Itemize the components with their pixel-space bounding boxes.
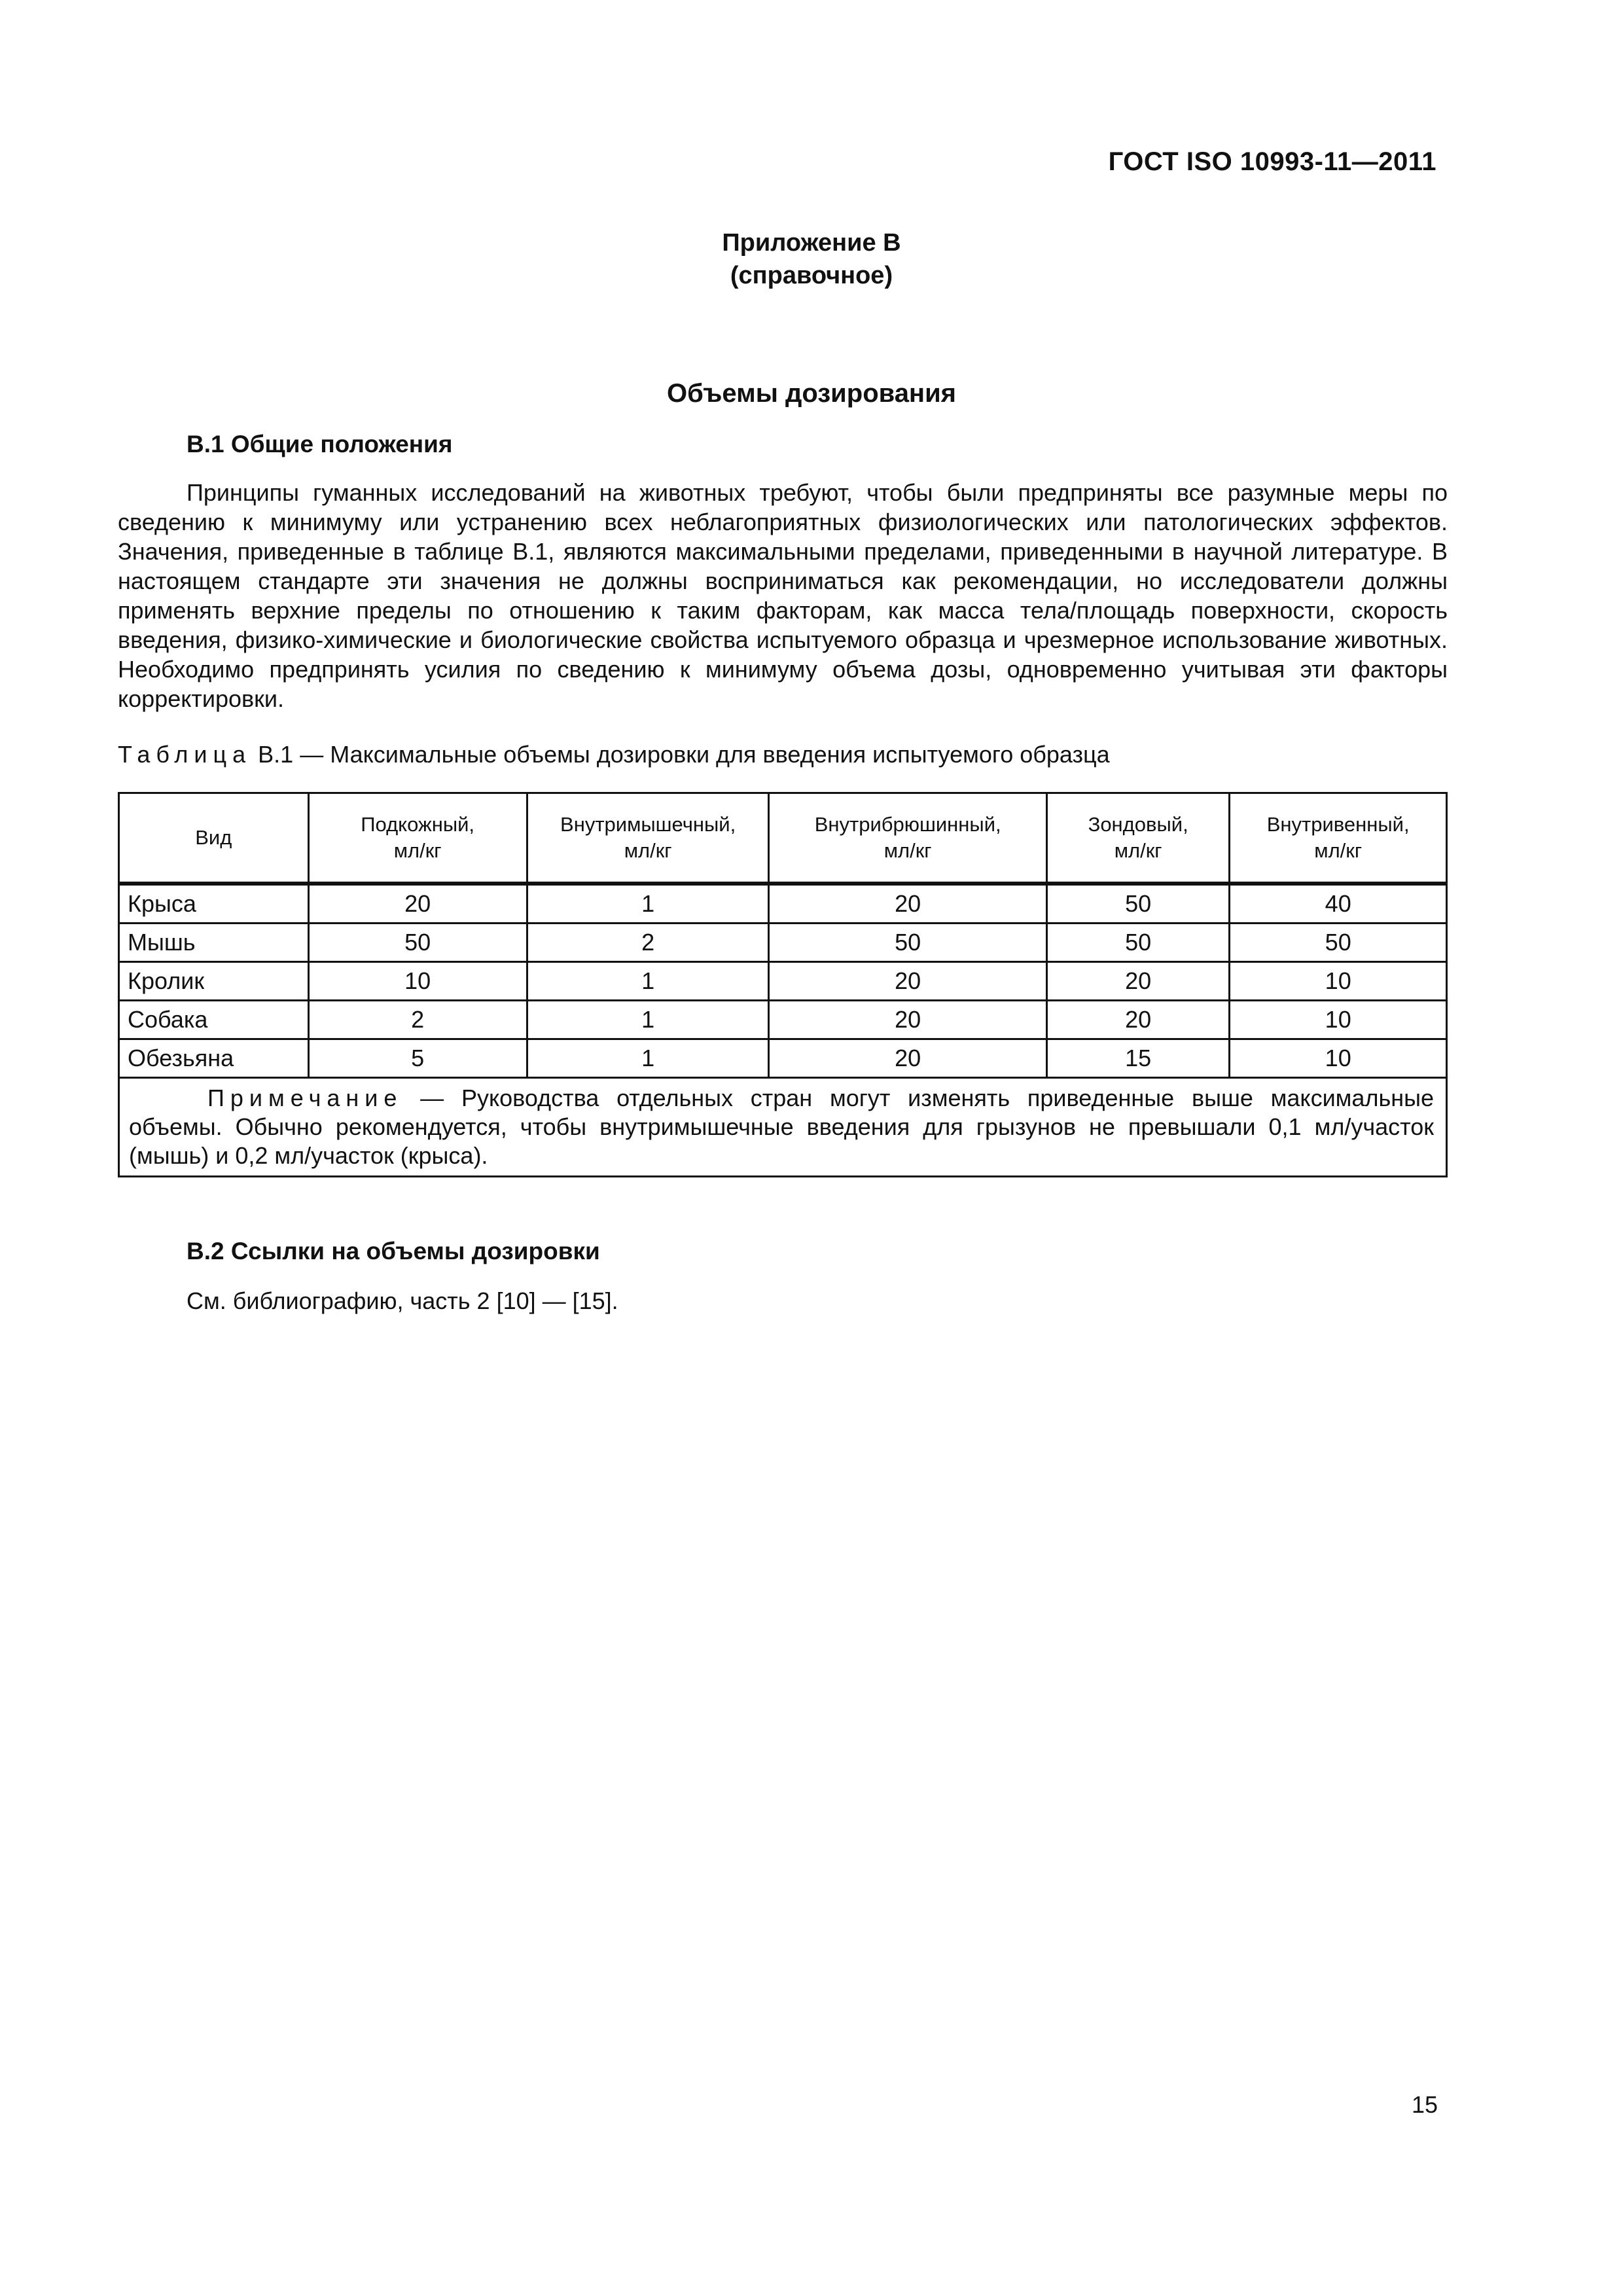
header-intraperitoneal: Внутрибрюшинный, мл/кг	[769, 793, 1046, 884]
cell-value: 1	[527, 962, 769, 1001]
cell-value: 20	[308, 884, 527, 924]
cell-value: 10	[308, 962, 527, 1001]
cell-species: Мышь	[119, 924, 309, 962]
section-heading-b2: В.2 Ссылки на объемы дозировки	[187, 1238, 600, 1265]
page-number: 15	[1411, 2091, 1438, 2118]
cell-value: 50	[1230, 924, 1447, 962]
header-subcutaneous: Подкожный, мл/кг	[308, 793, 527, 884]
cell-value: 2	[308, 1001, 527, 1039]
bibliography-reference: См. библиографию, часть 2 [10] — [15].	[187, 1287, 618, 1314]
cell-value: 1	[527, 1001, 769, 1039]
table-caption-label: Таблица	[118, 741, 252, 768]
appendix-title: Приложение В	[722, 229, 901, 257]
cell-value: 1	[527, 884, 769, 924]
cell-value: 2	[527, 924, 769, 962]
appendix-subtitle: (справочное)	[730, 262, 893, 289]
cell-value: 10	[1230, 962, 1447, 1001]
table-row	[119, 1001, 1447, 1039]
note-label: Примечание	[207, 1085, 403, 1111]
table-note	[119, 1078, 1447, 1177]
cell-value: 50	[1046, 884, 1230, 924]
cell-value: 20	[1046, 962, 1230, 1001]
cell-value: 20	[769, 962, 1046, 1001]
section-heading-b1: В.1 Общие положения	[187, 431, 453, 457]
header-intramuscular: Внутримышечный, мл/кг	[527, 793, 769, 884]
header-intravenous: Внутривенный, мл/кг	[1230, 793, 1447, 884]
cell-value: 20	[769, 884, 1046, 924]
cell-value: 50	[1046, 924, 1230, 962]
table-row	[119, 884, 1447, 924]
dose-volume-table	[118, 792, 1448, 1177]
table-caption	[118, 740, 1110, 770]
cell-species: Кролик	[119, 962, 309, 1001]
note-text: — Руководства отдельных стран могут изменять приведенные выше максимальные объемы. Обычно рекомендуется, чтобы внутримышечные введения для грызунов не превышали 0,1 мл/участок (мышь) и 0,2 мл/участок (крыса).	[129, 1085, 1434, 1169]
cell-value: 20	[1046, 1001, 1230, 1039]
cell-value: 50	[769, 924, 1046, 962]
cell-species: Крыса	[119, 884, 309, 924]
cell-value: 20	[769, 1001, 1046, 1039]
main-title: Объемы дозирования	[666, 379, 957, 408]
document-code: ГОСТ ISO 10993-11—2011	[1108, 147, 1436, 176]
table-row	[119, 1039, 1447, 1078]
cell-value: 20	[769, 1039, 1046, 1078]
table-note-row	[119, 1078, 1447, 1177]
table-row	[119, 924, 1447, 962]
cell-value: 10	[1230, 1001, 1447, 1039]
cell-value: 1	[527, 1039, 769, 1078]
cell-value: 5	[308, 1039, 527, 1078]
cell-species: Обезьяна	[119, 1039, 309, 1078]
table-row	[119, 962, 1447, 1001]
section-paragraph-b1: Принципы гуманных исследований на животных требуют, чтобы были предприняты все разумные меры по сведению к минимуму или устранению всех неблагоприятных физиологических или патологических эффектов. Значения, приведенные в таблице В.1, являются максимальными пределами, приведенными в научной литературе. В настоящем стандарте эти значения не должны восприниматься как рекомендации, но исследователи должны применять верхние пределы по отношению к таким факторам, как масса тела/площадь поверхности, скорость введения, физико-химические и биологические свойства испытуемого образца и чрезмерное использование животных. Необходимо предпринять усилия по сведению к минимуму объема дозы, одновременно учитывая эти факторы корректировки.	[118, 479, 1448, 712]
cell-species: Собака	[119, 1001, 309, 1039]
header-gavage: Зондовый, мл/кг	[1046, 793, 1230, 884]
cell-value: 10	[1230, 1039, 1447, 1078]
cell-value: 15	[1046, 1039, 1230, 1078]
header-species: Вид	[119, 793, 309, 884]
table-caption-text: В.1 — Максимальные объемы дозировки для введения испытуемого образца	[251, 741, 1110, 768]
cell-value: 40	[1230, 884, 1447, 924]
table-header-row	[119, 793, 1447, 884]
cell-value: 50	[308, 924, 527, 962]
